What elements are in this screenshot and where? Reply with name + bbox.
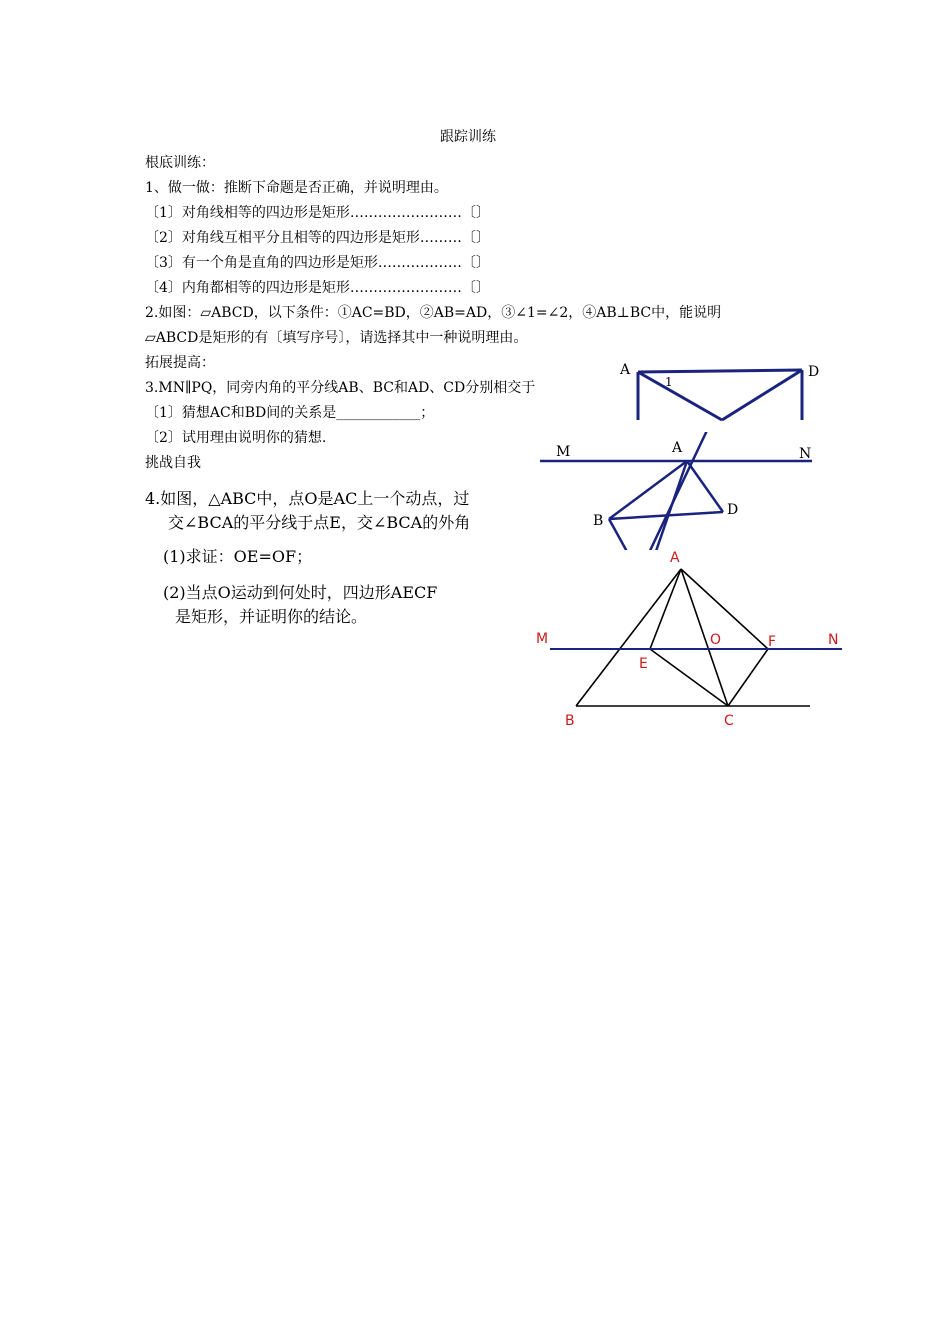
figure-parallelogram	[610, 358, 835, 424]
label-angle-1: 1	[665, 375, 673, 389]
label-d: D	[727, 502, 739, 518]
q3-part-2: 〔2〕试用理由说明你的猜想.	[145, 430, 327, 446]
q3-stem: 3.MN∥PQ，同旁内角的平分线AB、BC和AD、CD分别相交于	[145, 380, 536, 396]
label-o: O	[710, 632, 722, 648]
label-m: M	[536, 631, 549, 647]
q4-line-1: 4.如图，△ABC中，点O是AC上一个动点，过	[145, 489, 470, 508]
q4-line-2: 交∠BCA的平分线于点E，交∠BCA的外角	[168, 513, 471, 532]
label-c: C	[724, 713, 734, 729]
label-m: M	[556, 444, 571, 460]
q1-item-1: 〔1〕对角线相等的四边形是矩形……………………〔〕	[145, 205, 490, 221]
page-title: 跟踪训练	[440, 129, 496, 145]
q4-part-2a: (2)当点O运动到何处时，四边形AECF	[163, 583, 438, 602]
segment-ab	[609, 461, 687, 519]
side-ad	[638, 370, 802, 372]
q4-part-2b: 是矩形，并证明你的结论。	[175, 607, 368, 626]
label-e: E	[639, 656, 648, 672]
section-basic-training: 根底训练：	[145, 155, 215, 171]
segment-ec	[650, 649, 728, 706]
q1-item-3: 〔3〕有一个角是直角的四边形是矩形………………〔〕	[145, 255, 490, 271]
figure-triangle-aecf	[530, 544, 848, 734]
figure-parallel-bisectors	[537, 432, 820, 550]
label-f: F	[768, 634, 777, 650]
section-extension: 拓展提高：	[145, 355, 215, 371]
label-b: B	[565, 713, 575, 729]
label-a: A	[620, 362, 631, 378]
segment-fc	[728, 649, 768, 706]
segment-ad	[687, 461, 723, 512]
label-b: B	[593, 513, 604, 529]
label-a: A	[672, 440, 683, 456]
q1-item-4: 〔4〕内角都相等的四边形是矩形……………………〔〕	[145, 280, 490, 296]
side-ab	[576, 569, 681, 706]
label-d: D	[808, 364, 820, 380]
label-a: A	[670, 550, 680, 566]
label-n: N	[799, 446, 812, 462]
q4-part-1: (1)求证：OE=OF；	[163, 547, 313, 566]
q1-stem: 1、做一做：推断下命题是否正确，并说明理由。	[145, 180, 448, 196]
segment-ae	[650, 569, 681, 649]
q3-part-1: 〔1〕猜想AC和BD间的关系是____________；	[145, 405, 435, 421]
q2-line-2: ▱ABCD是矩形的有〔填写序号〕，请选择其中一种说明理由。	[145, 330, 528, 346]
section-challenge: 挑战自我	[145, 455, 201, 471]
label-n: N	[828, 632, 839, 648]
diagonal-a	[638, 372, 722, 420]
diagonal-d	[722, 370, 802, 420]
q1-item-2: 〔2〕对角线互相平分且相等的四边形是矩形………〔〕	[145, 230, 490, 246]
q2-line-1: 2.如图：▱ABCD，以下条件：①AC=BD，②AB=AD，③∠1=∠2，④AB⊥BC中，能说明	[145, 305, 722, 321]
